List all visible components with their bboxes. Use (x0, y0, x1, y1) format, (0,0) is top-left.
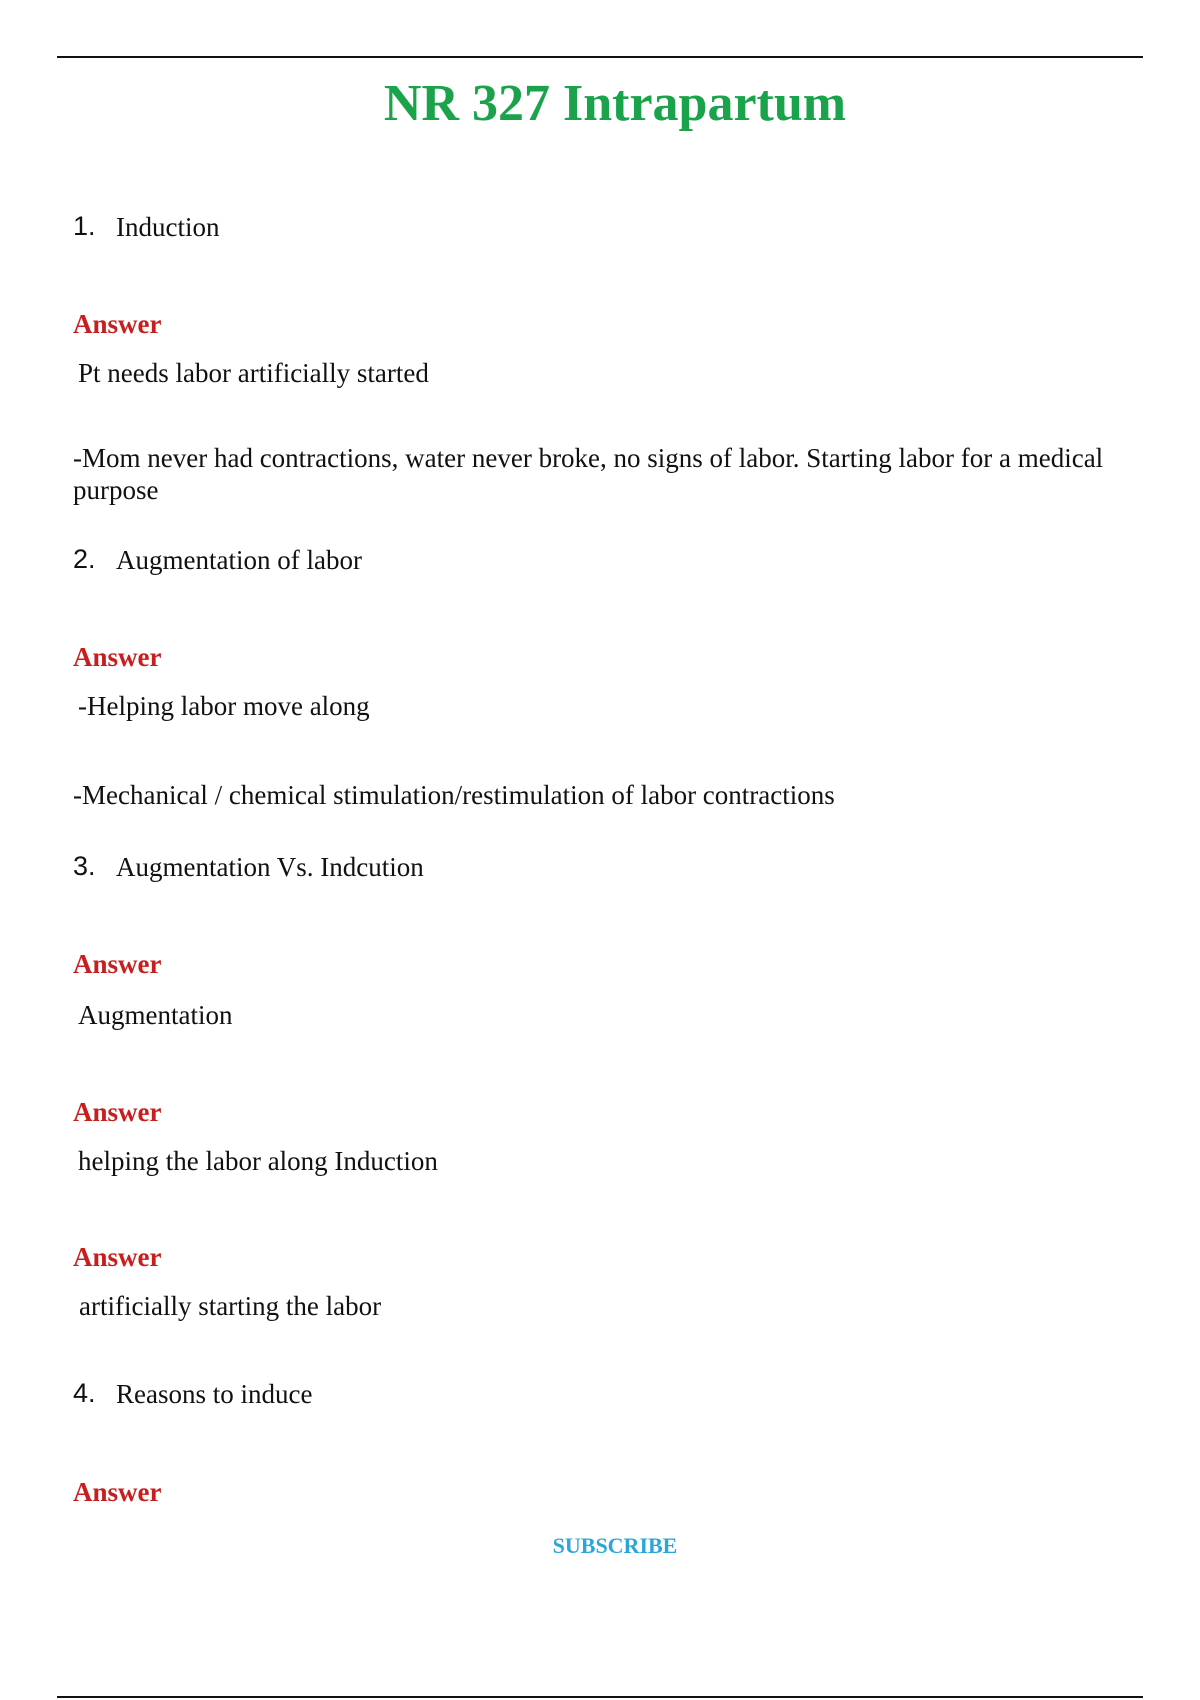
question-4-text: Reasons to induce (116, 1379, 313, 1409)
question-1-explanation: -Mom never had contractions, water never broke, no signs of labor. Starting labor for a medical purpose (73, 443, 1104, 505)
question-1-answer-label: Answer (73, 309, 162, 339)
question-3-answer-2-label: Answer (73, 1097, 162, 1127)
question-4-answer-label: Answer (73, 1477, 162, 1507)
question-4-number: 4. (73, 1378, 96, 1408)
question-2-answer-text: -Helping labor move along (78, 691, 370, 721)
subscribe-link[interactable]: SUBSCRIBE (552, 1533, 678, 1558)
question-2-answer-label: Answer (73, 642, 162, 672)
question-2-text: Augmentation of labor (116, 545, 362, 575)
question-2-number: 2. (73, 544, 96, 574)
document-title: NR 327 Intrapartum (383, 75, 847, 132)
bottom-divider (57, 1696, 1143, 1698)
question-1-number: 1. (73, 211, 96, 241)
question-3-answer-2-text: helping the labor along Induction (78, 1146, 438, 1176)
question-3-answer-1-label: Answer (73, 949, 162, 979)
question-3-text: Augmentation Vs. Indcution (116, 852, 424, 882)
question-1-text: Induction (116, 212, 220, 242)
question-1-answer-text: Pt needs labor artificially started (78, 358, 429, 388)
question-2-explanation: -Mechanical / chemical stimulation/restimulation of labor contractions (73, 780, 835, 810)
question-3-number: 3. (73, 851, 96, 881)
question-3-answer-3-label: Answer (73, 1242, 162, 1272)
top-divider (57, 56, 1143, 58)
question-3-answer-1-text: Augmentation (78, 1000, 233, 1030)
question-3-answer-3-text: artificially starting the labor (79, 1291, 382, 1321)
